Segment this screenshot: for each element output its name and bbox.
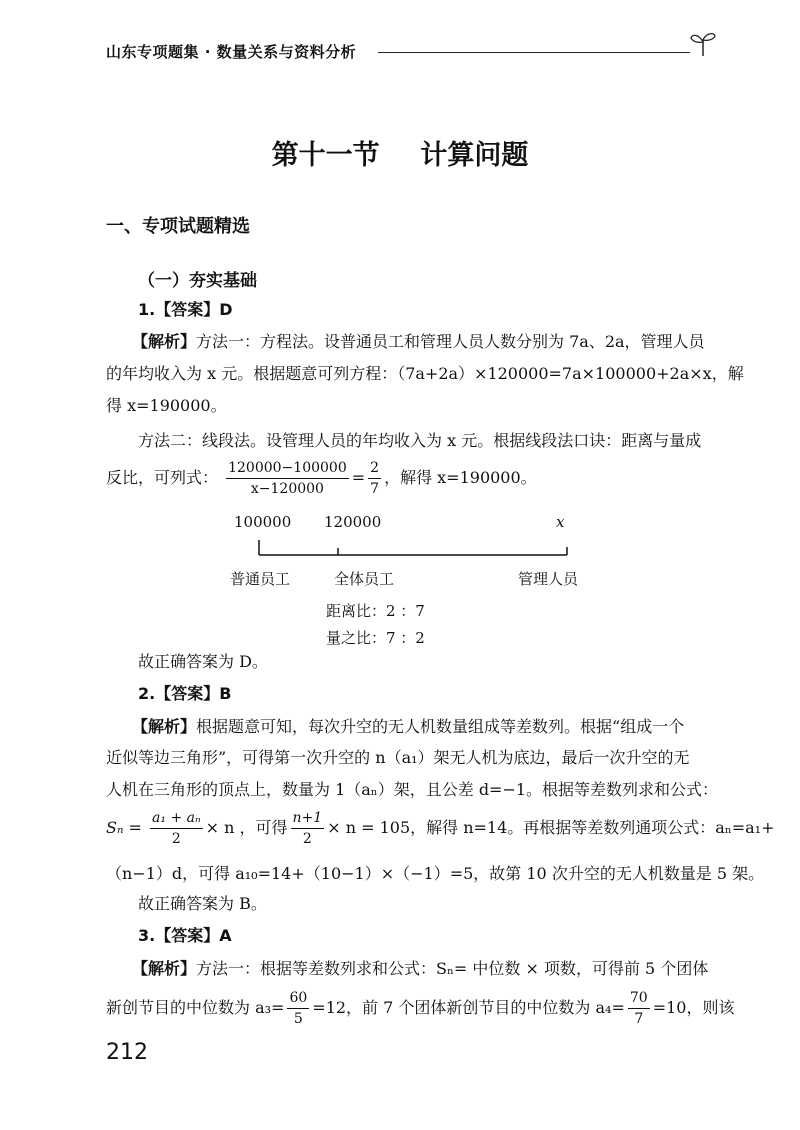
q3-analysis-tag: 【解析】 (132, 959, 197, 978)
q1-analysis-line-1 (106, 334, 705, 350)
q1-conclusion: 故正确答案为 D。 (138, 652, 268, 671)
q3-formula-line (106, 988, 734, 1029)
q2-text-5: （n−1）d，可得 a₁₀=14+（10−1）×（−1）=5，故第 10 次升空的无人机数量是 5 架。 (106, 864, 765, 883)
q1-fraction-1 (226, 458, 349, 499)
q2-analysis-tag: 【解析】 (132, 717, 197, 736)
q1-analysis-tag: 【解析】 (132, 332, 197, 351)
subsection-heading: （一）夯实基础 (138, 271, 257, 291)
diagram-value-2: 120000 (324, 513, 382, 531)
q2-sn: Sₙ = (106, 818, 142, 837)
q3-formula-prefix: 新创节目的中位数为 a₃= (106, 998, 285, 1017)
q3-frac2-den: 7 (634, 1011, 644, 1027)
q2-answer: 2.【答案】B (138, 684, 232, 703)
q3-formula-mid: =12，前 7 个团体新创节目的中位数为 a₄= (312, 998, 625, 1017)
q3-frac1-den: 5 (293, 1011, 303, 1027)
q2-analysis-line-1 (106, 719, 684, 735)
q1-text-3: 得 x=190000。 (106, 396, 227, 415)
q2-formula-suffix: × n = 105，解得 n=14。再根据等差数列通项公式：aₙ=a₁+ (327, 818, 775, 837)
sprout-icon (688, 30, 718, 58)
q2-text-1: 根据题意可知，每次升空的无人机数量组成等差数列。根据“组成一个 (196, 717, 685, 736)
q1-formula-line (106, 458, 537, 499)
page-number: 212 (106, 1040, 148, 1065)
q1-text-2: 的年均收入为 x 元。根据题意可列方程：（7a+2a）×120000=7a×100000+2a×x，解 (106, 364, 744, 383)
q3-frac1-num: 60 (287, 988, 309, 1009)
q1-equals: = (351, 468, 366, 487)
q1-frac2-den: 7 (370, 481, 380, 497)
q2-text-2: 近似等边三角形”，可得第一次升空的 n（a₁）架无人机为底边，最后一次升空的无 (106, 748, 690, 767)
q2-fraction-2 (291, 808, 325, 849)
running-header: 山东专项题集 · 数量关系与资料分析 (106, 43, 357, 61)
header-rule (378, 52, 690, 53)
section-title (0, 133, 800, 172)
q1-answer: 1.【答案】D (138, 300, 233, 319)
q1-formula-prefix: 反比，可列式： (106, 468, 219, 487)
diagram-label-2: 全体员工 (334, 570, 395, 588)
diagram-label-3: 管理人员 (518, 570, 579, 588)
q3-formula-suffix: =10，则该 (652, 998, 735, 1017)
q1-frac2-num: 2 (368, 458, 381, 479)
q2-formula-mid: × n ，可得 (205, 818, 288, 837)
q1-fraction-2 (368, 458, 381, 499)
q2-formula-line (106, 808, 775, 849)
q1-text-4: 方法二：线段法。设管理人员的年均收入为 x 元。根据线段法口诀：距离与量成 (138, 431, 702, 450)
q2-frac2-den: 2 (302, 831, 312, 847)
q1-frac1-den: x−120000 (250, 481, 324, 497)
q2-conclusion: 故正确答案为 B。 (138, 894, 267, 913)
q2-frac1-den: 2 (171, 831, 181, 847)
q3-text-1: 方法一：根据等差数列求和公式：Sₙ= 中位数 × 项数，可得前 5 个团体 (196, 959, 709, 978)
q3-frac2-num: 70 (628, 988, 650, 1009)
q1-formula-suffix: ，解得 x=190000。 (384, 468, 537, 487)
diagram-label-1: 普通员工 (230, 570, 291, 588)
q2-frac1-num: a₁ + aₙ (150, 808, 203, 829)
diagram-value-3: x (556, 513, 565, 531)
q1-frac1-num: 120000−100000 (226, 458, 349, 479)
q2-text-3: 人机在三角形的顶点上，数量为 1（aₙ）架，且公差 d=−1。根据等差数列求和公式： (106, 780, 719, 799)
quantity-ratio: 量之比：7 ：2 (326, 629, 425, 647)
section-title-text: 计算问题 (420, 140, 529, 171)
q3-fraction-1 (287, 988, 309, 1029)
diagram-value-1: 100000 (234, 513, 292, 531)
q2-frac2-num: n+1 (291, 808, 325, 829)
q2-fraction-1 (150, 808, 203, 849)
distance-ratio: 距离比：2 ：7 (326, 602, 425, 620)
q3-fraction-2 (628, 988, 650, 1029)
q3-analysis-line-1 (106, 961, 708, 977)
line-segment-diagram (255, 538, 575, 560)
section-title-number: 第十一节 (271, 140, 380, 171)
q1-text-1: 方法一：方程法。设普通员工和管理人员人数分别为 7a、2a，管理人员 (196, 332, 705, 351)
part-heading: 一、专项试题精选 (106, 216, 250, 237)
q3-answer: 3.【答案】A (138, 926, 232, 945)
